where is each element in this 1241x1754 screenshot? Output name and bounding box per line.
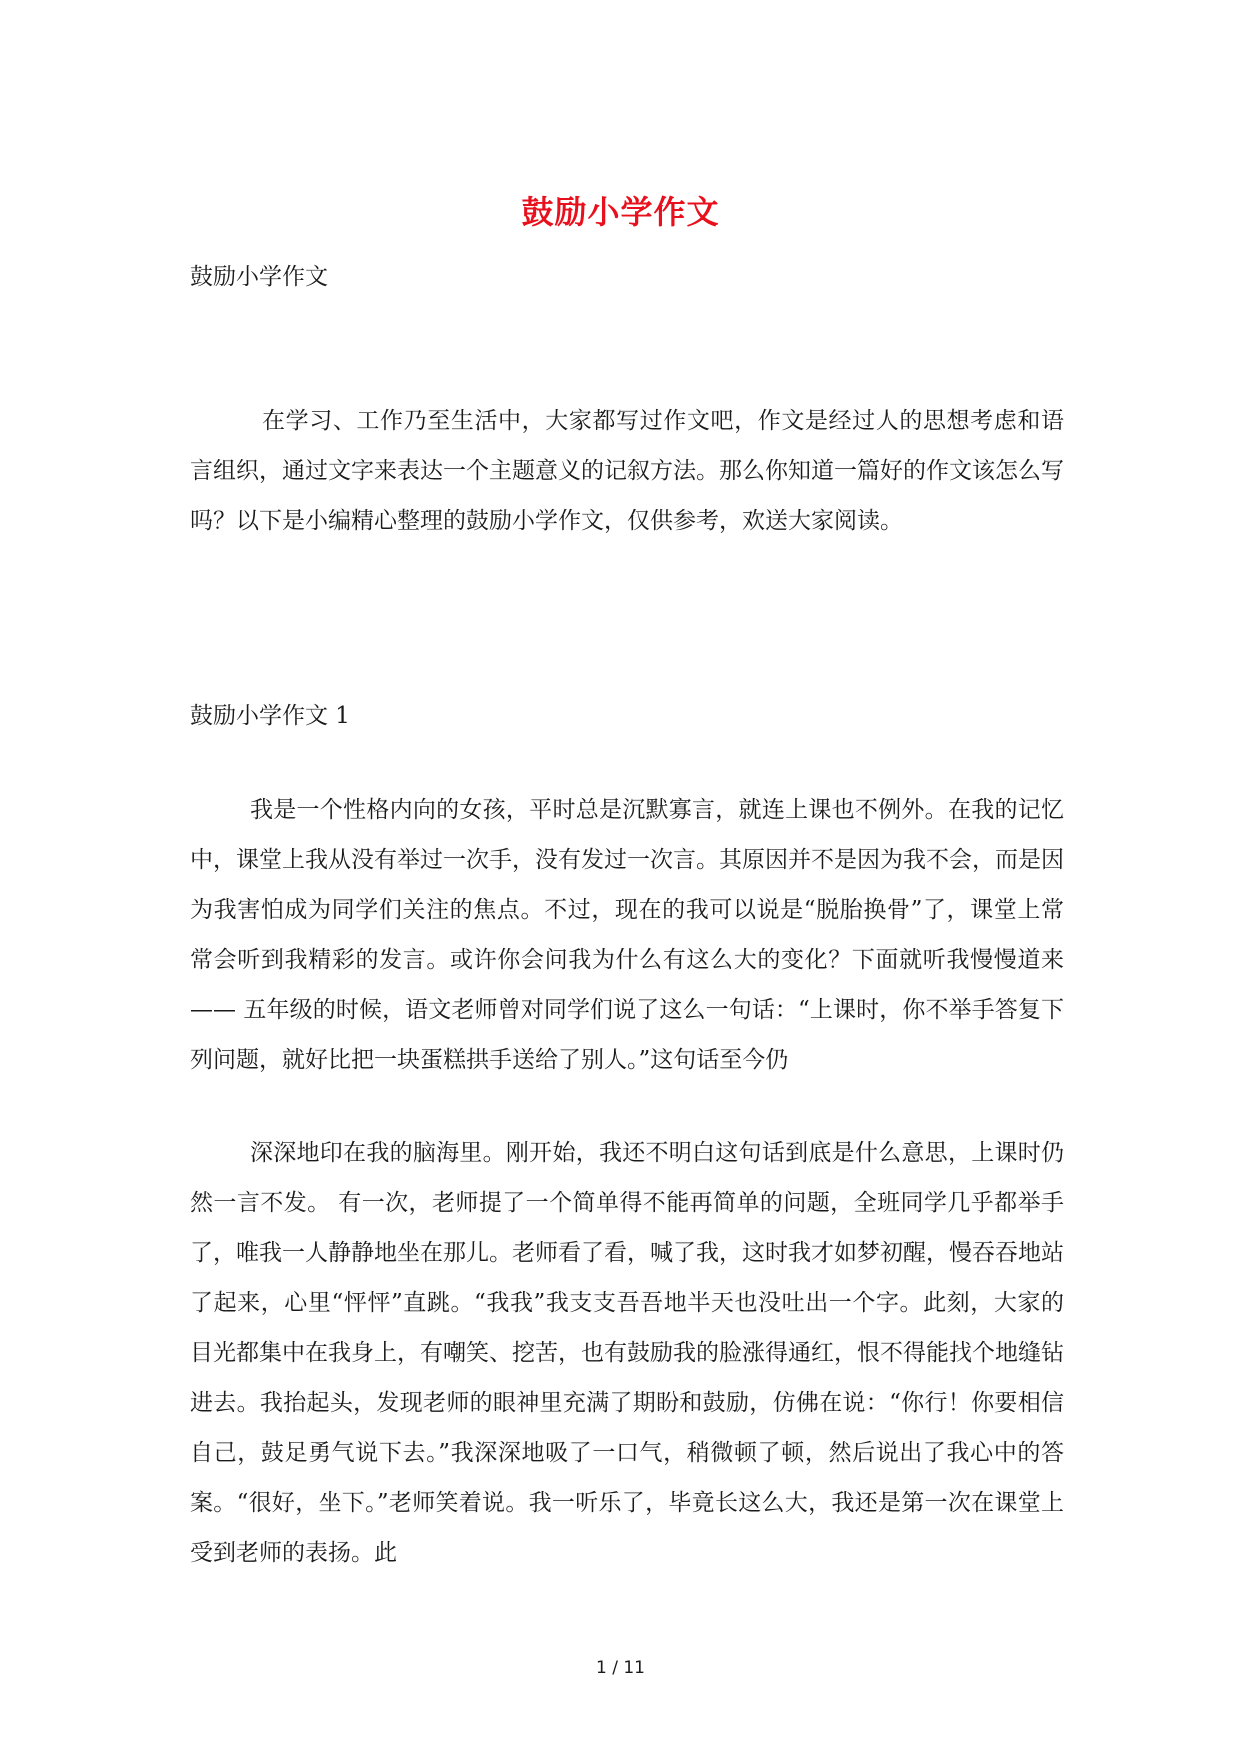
intro-paragraph: 在学习、工作乃至生活中，大家都写过作文吧，作文是经过人的思想考虑和语言组织，通过文字来表达一个主题意义的记叙方法。那么你知道一篇好的作文该怎么写吗？以下是小编精心整理的鼓励小学作文，仅供参考，欢送大家阅读。 (190, 408, 1064, 534)
body-paragraph: 深深地印在我的脑海里。刚开始，我还不明白这句话到底是什么意思，上课时仍然一言不发。 有一次，老师提了一个简单得不能再简单的问题，全班同学几乎都举手了，唯我一人静静地坐在那儿。老师看了看，喊了我，这时我才如梦初醒，慢吞吞地站了起来，心里“怦怦”直跳。“我我”我支支吾吾地半天也没吐出一个字。此刻，大家的目光都集中在我身上，有嘲笑、挖苦，也有鼓励我的脸涨得通红，恨不得能找个地缝钻进去。我抬起头，发现老师的眼神里充满了期盼和鼓励，仿佛在说：“你行！你要相信自己，鼓足勇气说下去。”我深深地吸了一口气，稍微顿了顿，然后说出了我心中的答案。“很好，坐下。”老师笑着说。我一听乐了，毕竟长这么大，我还是第一次在课堂上受到老师的表扬。此 (190, 1140, 1064, 1566)
body-paragraph: 我是一个性格内向的女孩，平时总是沉默寡言，就连上课也不例外。在我的记忆中，课堂上我从没有举过一次手，没有发过一次言。其原因并不是因为我不会，而是因为我害怕成为同学们关注的焦点。不过，现在的我可以说是“脱胎换骨”了，课堂上常常会听到我精彩的发言。或许你会问我为什么有这么大的变化？下面就听我慢慢道来—— 五年级的时候，语文老师曾对同学们说了这么一句话：“上课时，你不举手答复下列问题，就好比把一块蛋糕拱手送给了别人。”这句话至今仍 (190, 797, 1064, 1073)
document-title: 鼓励小学作文 (521, 193, 720, 231)
document-subtitle: 鼓励小学作文 (190, 264, 328, 290)
page-indicator: 1 / 11 (596, 1658, 645, 1678)
section-heading: 鼓励小学作文 1 (190, 703, 350, 729)
